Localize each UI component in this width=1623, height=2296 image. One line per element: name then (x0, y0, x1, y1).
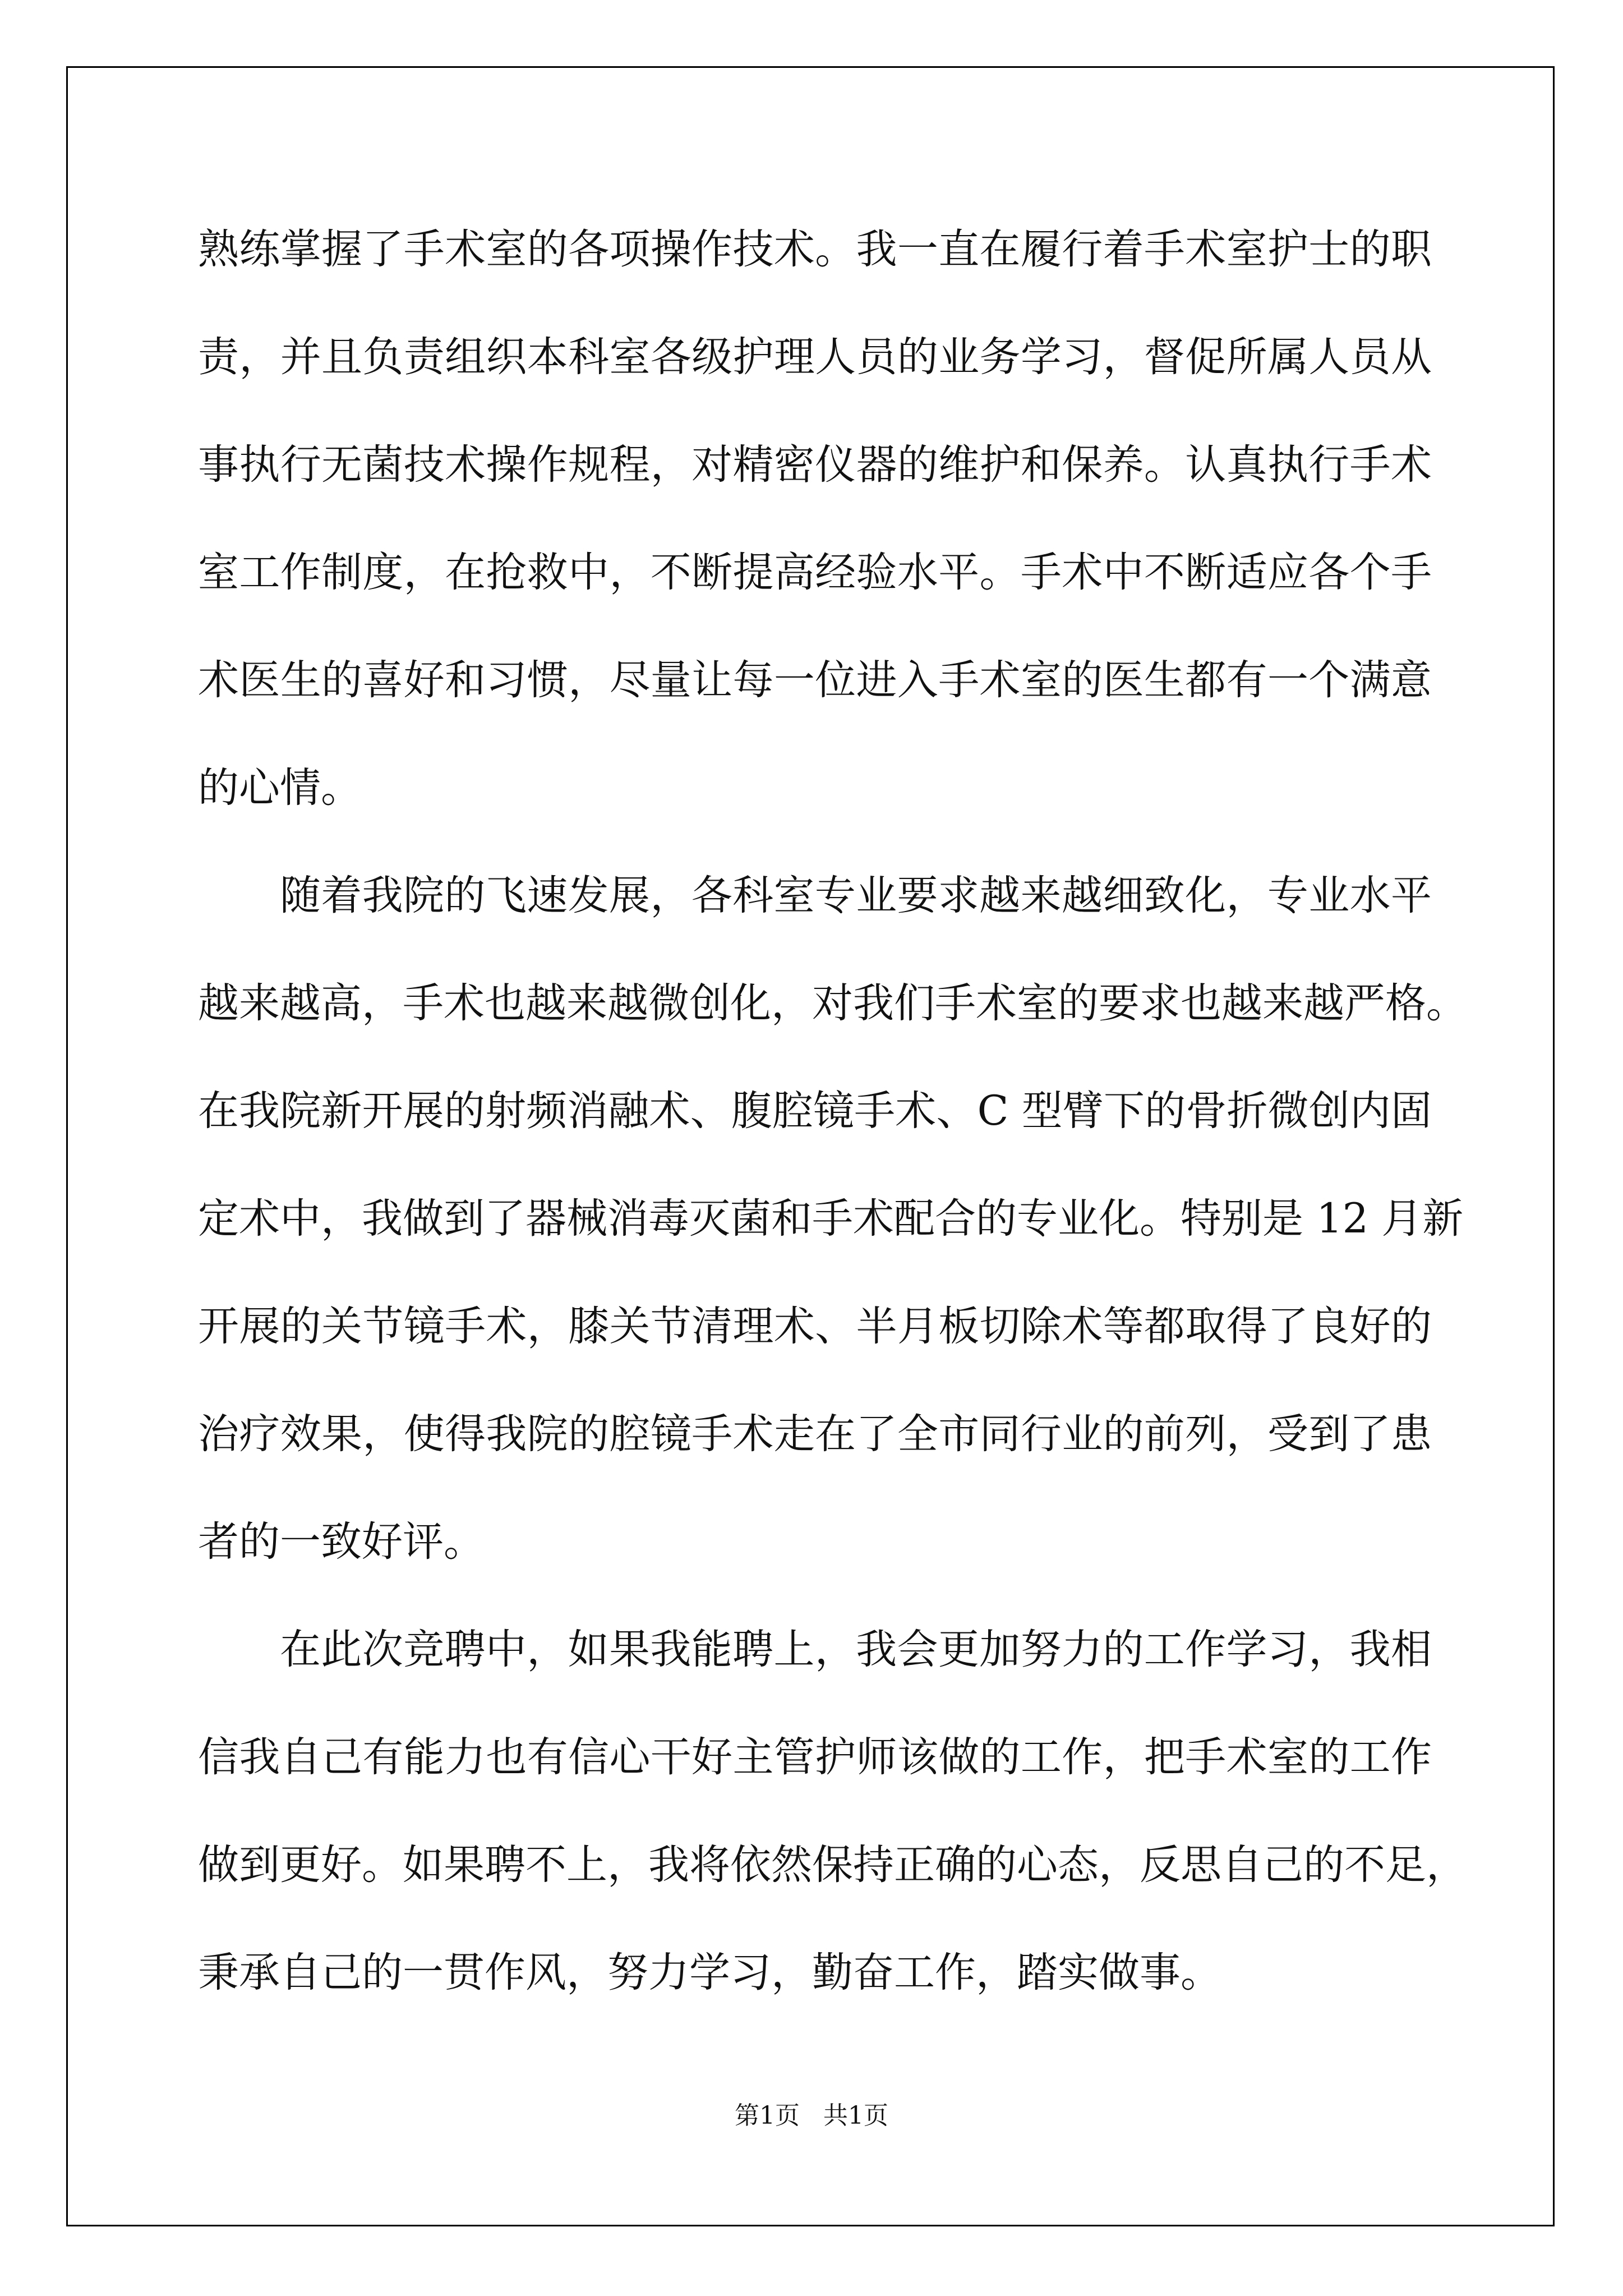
text-line: 室工作制度，在抢救中，不断提高经验水平。手术中不断适应各个手 (198, 549, 1432, 596)
text-line: 责，并且负责组织本科室各级护理人员的业务学习，督促所属人员从 (198, 333, 1432, 381)
text-line: 治疗效果，使得我院的腔镜手术走在了全市同行业的前列，受到了患 (198, 1410, 1432, 1458)
text-line: 做到更好。如果聘不上，我将依然保持正确的心态，反思自己的不足， (198, 1841, 1467, 1889)
text-line: 信我自己有能力也有信心干好主管护师该做的工作，把手术室的工作 (198, 1733, 1432, 1781)
text-line: 越来越高，手术也越来越微创化，对我们手术室的要求也越来越严格。 (198, 979, 1467, 1027)
text-line: 者的一致好评。 (198, 1518, 485, 1566)
text-line: 术医生的喜好和习惯，尽量让每一位进入手术室的医生都有一个满意 (198, 656, 1432, 704)
text-line: 的心情。 (198, 764, 362, 812)
text-line: 事执行无菌技术操作规程，对精密仪器的维护和保养。认真执行手术 (198, 441, 1432, 489)
text-line: 开展的关节镜手术，膝关节清理术、半月板切除术等都取得了良好的 (198, 1303, 1432, 1350)
text-line: 随着我院的飞速发展，各科室专业要求越来越细致化，专业水平 (280, 872, 1432, 919)
page-number-footer: 第1页 共1页 (735, 2101, 888, 2130)
text-line: 在此次竞聘中，如果我能聘上，我会更加努力的工作学习，我相 (280, 1626, 1432, 1673)
text-line: 熟练掌握了手术室的各项操作技术。我一直在履行着手术室护士的职 (198, 226, 1432, 273)
text-line: 秉承自己的一贯作风，努力学习，勤奋工作，踏实做事。 (198, 1949, 1221, 1996)
text-line: 定术中，我做到了器械消毒灭菌和手术配合的专业化。特别是 12 月新 (198, 1195, 1464, 1243)
text-line: 在我院新开展的射频消融术、腹腔镜手术、C 型臂下的骨折微创内固 (198, 1087, 1432, 1135)
